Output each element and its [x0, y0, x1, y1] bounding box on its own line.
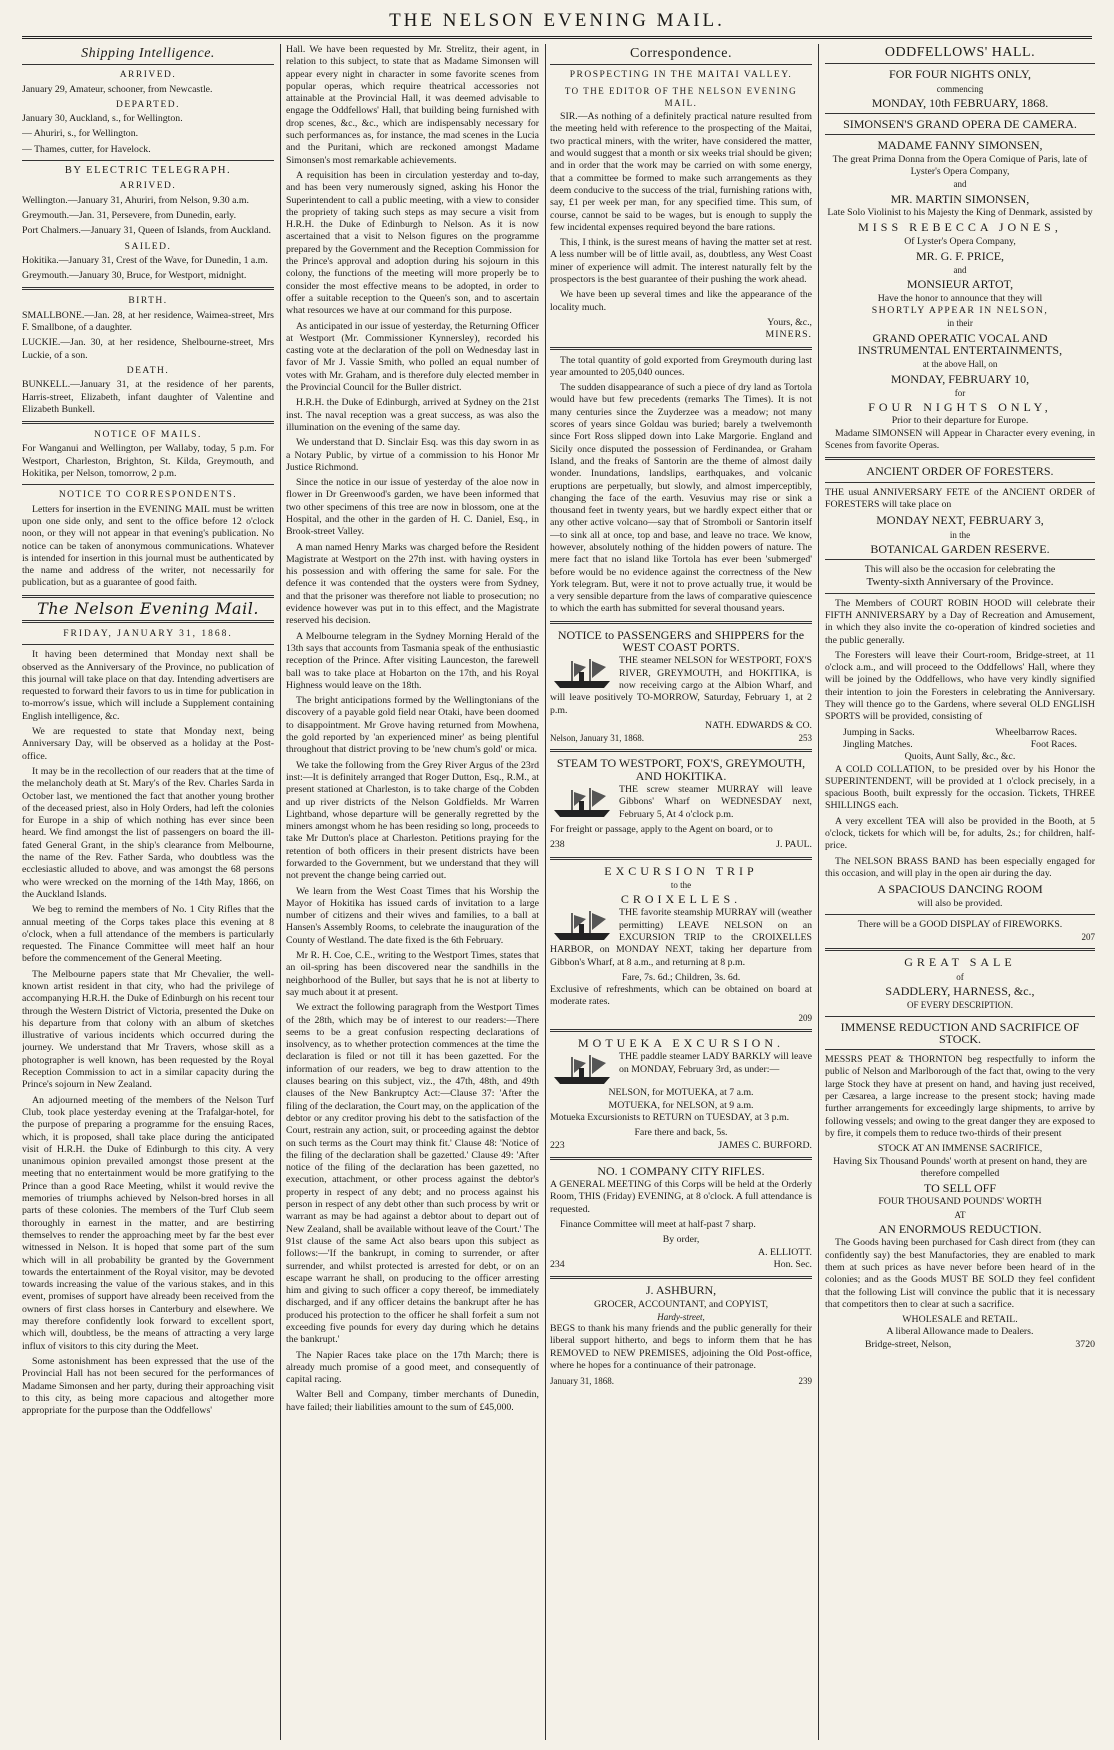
ad-heading: CROIXELLES.	[620, 892, 742, 907]
column-4	[825, 44, 1095, 1740]
article-paragraph: A requisition has been in circulation yesterday and to-day, and has been very numerously signed, asking his Honor the Superintendent to call a public meeting, with a view to consider the propriety of taking such steps as may secure a visit from H.R.H. the Duke of Edinburgh to Nelson. As it is now ascertained that a visit to Nelson figures on the programme prepared by the Government and the Reception Commission for the Prince's approval and adoption during his sojourn in this colony, the functions of the meeting will more properly be to consider the most effective means to be adopted, in order to offer a suitable reception to the Queen's son, and to ascertain what resources we have at our command for this purpose.	[286, 169, 539, 317]
ad-heading: FOR FOUR NIGHTS ONLY,	[889, 67, 1031, 82]
ad-heading: BOTANICAL GARDEN RESERVE.	[870, 541, 1050, 556]
performer-desc: Of Lyster's Opera Company,	[904, 235, 1016, 247]
ad-text: and	[953, 179, 967, 190]
article-paragraph: The Napier Races take place on the 17th March; there is already much promise of a good meet, and consequently of capital racing.	[286, 1349, 539, 1386]
ad-number: 223	[550, 1139, 565, 1151]
divider	[825, 914, 1095, 915]
ad-text: FOUR THOUSAND POUNDS' WORTH	[878, 1196, 1042, 1208]
article-paragraph: It may be in the recollection of our readers that at the time of the melancholy death at St. Mary's of the Rev. Charles Sarda in October last, we mentioned the fact that another young brother of the deceased priest, also in Holy Orders, had left the colonies for Europe in a ship of which nothing has ever since been heard. We find amongst the list of passengers on board the ill-fated General Grant, in the ship's clearance from Melbourne, the name of the Rev. Father Sarda, who doubtless was the ecclesiastic alluded to above, and was amongst the 68 persons who were wrecked on the morning of the 14th May, 1866, on the Auckland Islands.	[22, 765, 274, 900]
article-paragraph: A man named Henry Marks was charged before the Resident Magistrate at Westport on the 27th inst. with having oysters in his possession and with offering the same for sale. For the defence it was contended that the oysters were from Sydney, and that the prisoner was therefore not liable to prosecution; no evidence however was put in to this effect, and the Magistrate reserved his decision.	[286, 541, 539, 627]
issue-date: FRIDAY, JANUARY 31, 1868.	[63, 628, 233, 639]
notice-entry: LUCKIE.—Jan. 30, at her residence, Shelbourne-street, Mrs Luckie, of a son.	[22, 337, 274, 361]
divider	[550, 1276, 812, 1279]
shipping-entry: — Thames, cutter, for Havelock.	[22, 143, 151, 155]
letter-heading: PROSPECTING IN THE MAITAI VALLEY.	[569, 70, 793, 81]
article-paragraph: Walter Bell and Company, timber merchants of Dunedin, have failed; their liabilities amount to the sum of £45,000.	[286, 1389, 539, 1413]
section-head: ARRIVED.	[119, 181, 177, 192]
column-divider	[280, 44, 281, 1740]
ad-text: By order,	[662, 1234, 700, 1246]
ad-text: THE usual ANNIVERSARY FETE of the ANCIENT ORDER of FORESTERS will take place on	[825, 486, 1095, 510]
ad-text: THE favorite steamship MURRAY will (weather permitting) LEAVE NELSON on an EXCURSION TRIP to the CROIXELLES HARBOR, on MONDAY NEXT, taking her departure from Gibbon's Wharf, at 8 a.m., and returning at 8 p.m.	[550, 907, 812, 968]
divider	[22, 160, 274, 161]
ad-heading: MONDAY, 10th FEBRUARY, 1868.	[871, 95, 1049, 110]
ad-number: 253	[798, 733, 812, 744]
ship-icon	[550, 1053, 614, 1087]
article-paragraph: Mr R. H. Coe, C.E., writing to the Westport Times, states that an oil-spring has been discovered near the sandhills in the neighborhood of the Buller, but says that he is not at liberty to say much about it at present.	[286, 950, 539, 998]
column-divider	[818, 44, 819, 1740]
ad-text: THE screw steamer MURRAY will leave Gibbons' Wharf on WEDNESDAY next, February 5, At 4 o'clock p.m.	[619, 784, 812, 820]
ad-text: SHORTLY APPEAR IN NELSON,	[871, 305, 1049, 317]
article-paragraph: It having been determined that Monday next shall be observed as the Anniversary of the Province, no publication of this journal will take place on that day. Intending advertisers are requested to forward their favors to us in time for publication in to-morrow's issue, which will include a Supplement containing English intelligence, &c.	[22, 649, 274, 722]
ad-heading: GRAND OPERATIC VOCAL AND INSTRUMENTAL ENTERTAINMENTS,	[857, 330, 1063, 357]
letter-to: TO THE EDITOR OF THE NELSON EVENING MAIL.	[564, 85, 798, 108]
divider	[550, 1157, 812, 1160]
ad-text: MESSRS PEAT & THORNTON beg respectfully to inform the public of Nelson and Marlborough of the fact that, owing to the very large Stock they have at present on hand, and having just received, per Cæsarea, a large increase to the present stock; having made further arrangements for exceedingly large shipments, to arrive by following vessels; and owing to the great danger they are exposed to by fire, it compels them to reduce two-thirds of their present	[825, 1054, 1095, 1139]
ad-subhead: GROCER, ACCOUNTANT, and COPYIST,	[593, 1298, 769, 1310]
letter-paragraph: SIR.—As nothing of a definitely practical nature resulted from the meeting held with reference to the prospecting of the Maitai, two practical miners, with the writer, have considered the matter, and would suggest that a month or six weeks trial should be given; and in order that the work may be carried on with some energy, that a committee be formed to make such arrangements as they deem conducive to the success of the trial, furnishing rations with, say, £1 per week per man, for any specified time. This sum, of course, cannot be said to be wages, but is enough to supply the few incidental expenses required beyond the bare rations.	[550, 111, 812, 233]
shipping-entry: Wellington.—January 31, Ahuriri, from Nelson, 9.30 a.m.	[22, 194, 249, 206]
performer-name: MADAME FANNY SIMONSEN,	[877, 138, 1043, 153]
ad-heading: ODDFELLOWS' HALL.	[884, 45, 1036, 60]
ad-number: 3720	[1075, 1338, 1095, 1350]
performer-name: MISS REBECCA JONES,	[858, 220, 1062, 235]
shipping-entry: January 29, Amateur, schooner, from Newcastle.	[22, 83, 213, 95]
ad-text: commencing	[936, 83, 984, 94]
ad-text: in their	[947, 318, 973, 329]
ad-text: Madame SIMONSEN will Appear in Character every evening, in Scenes from favorite Operas.	[825, 427, 1095, 452]
article-paragraph: A Melbourne telegram in the Sydney Morning Herald of the 13th says that accounts from Tasmania speak of the enthusiastic reception of the Prince. After visiting Launceston, the farewell ball was to take place at Hobarton on the 17th, and his Royal Highness would leave on the 18th.	[286, 630, 539, 691]
ad-footer: Bridge-street, Nelson,	[865, 1338, 952, 1350]
news-paragraph: The total quantity of gold exported from Greymouth during last year amounted to 205,040 ounces.	[550, 354, 812, 378]
letter-paragraph: We have been up several times and like the appearance of the locality much.	[550, 289, 812, 313]
divider	[550, 1029, 812, 1032]
article-paragraph: We take the following from the Grey River Argus of the 23rd inst:—It is definitely arranged that Roger Dutton, Esq., R.M., at present stationed at Charleston, is to take charge of the Cobden and up river districts of the Nelson Goldfields. Mr Warren Lightband, whose departure will be generally regretted by the miners amongst whom he has been residing so long, proceeds to take Mr Dutton's place at Charleston. Petitions praying for the retention of both officers in their present districts have been forwarded to the Government, but we understand that they will not prevent the change being carried out.	[286, 759, 539, 882]
masthead: THE NELSON EVENING MAIL.	[22, 6, 1092, 39]
section-head: NOTICE OF MAILS.	[94, 430, 202, 441]
ad-text: There will be a GOOD DISPLAY of FIREWORKS.	[857, 918, 1063, 930]
shipping-entry: — Ahuriri, s., for Wellington.	[22, 128, 139, 140]
divider	[550, 64, 812, 65]
ad-footer: Nelson, January 31, 1868.	[550, 733, 644, 744]
sport-item: Jingling Matches.	[843, 738, 913, 750]
ad-footer: January 31, 1868.	[550, 1376, 614, 1387]
ship-icon	[550, 786, 614, 820]
shipping-entry: Port Chalmers.—January 31, Queen of Islands, from Auckland.	[22, 225, 271, 237]
letter-paragraph: This, I think, is the surest means of having the matter set at rest. A less number will be of little avail, as, doubtless, any West Coast miner of experience will admit. The interest naturally felt by the prospectors is the best guarantee of their pushing the work ahead.	[550, 237, 812, 286]
article-paragraph: H.R.H. the Duke of Edinburgh, arrived at Sydney on the 21st inst. The naval reception was a great success, as was also the illumination on the evening of the same day.	[286, 397, 539, 433]
ad-signature: A. ELLIOTT.	[758, 1246, 812, 1258]
correspondence-title: Correspondence.	[630, 46, 732, 61]
ad-text: This will also be the occasion for celebrating the	[864, 564, 1056, 576]
column-divider	[545, 44, 546, 1740]
ad-time: MOTUEKA, for NELSON, at 9 a.m.	[608, 1099, 754, 1111]
ad-text: The Foresters will leave their Court-room, Bridge-street, at 11 o'clock a.m., and will proceed to the Oddfellows' Hall, where they will be joined by the Oddfellows, who have very kindly signified their intention to join the Foresters in celebrating the Anniversary. They will thence go to the Gardens, where several OLD ENGLISH SPORTS will be provided, consisting of	[825, 649, 1095, 723]
performer-name: MR. G. F. PRICE,	[915, 248, 1005, 263]
ad-text: Twenty-sixth Anniversary of the Province.	[866, 576, 1054, 589]
divider	[825, 1049, 1095, 1050]
notice-entry: BUNKELL.—January 31, at the residence of her parents, Harris-street, Elizabeth, infant daughter of Valentine and Elizabeth Bunkell.	[22, 379, 274, 415]
divider	[825, 457, 1095, 460]
article-paragraph: Some astonishment has been expressed that the use of the Provincial Hall has not been secured for the performances of Madame Simonsen and her party, during their approaching visit to this city, as being more capacious and altogether more appropriate for the purpose than the Oddfellows'	[22, 1355, 274, 1417]
sport-item: Jumping in Sacks.	[843, 726, 915, 738]
divider	[825, 134, 1095, 135]
performer-name: MR. MARTIN SIMONSEN,	[890, 191, 1030, 206]
ad-text: A very excellent TEA will also be provided in the Booth, at 5 o'clock, tickets for which will be, for adults, 2s.; for children, half-price.	[825, 815, 1095, 852]
sport-item: Wheelbarrow Races.	[995, 726, 1077, 738]
divider	[825, 559, 1095, 560]
ad-text: for	[954, 387, 966, 398]
ad-text: The Goods having been purchased for Cash direct from (they can confidently say) the best Manufactories, they are enabled to mark them at such prices as have never before been heard of in the colonies; and as the Goods MUST BE SOLD they feel confident that the following List will convince the public that it is necessary that competitors then to clear at such a sacrifice.	[825, 1237, 1095, 1310]
section-head: DEPARTED.	[115, 99, 181, 110]
section-head: DEATH.	[126, 365, 170, 376]
ad-text: will also be provided.	[917, 897, 1003, 909]
ad-fare: Fare there and back, 5s.	[634, 1127, 728, 1139]
correspondents-text: Letters for insertion in the EVENING MAIL must be written upon one side only, and sent to the office before 12 o'clock noon, or they will not appear in that evening's publication. No notice can be taken of anonymous communications. Whatever is intended for insertion in this journal must be authenticated by the name and address of the writer, not necessarily for publication, but as a guarantee of good faith.	[22, 503, 274, 589]
ad-text: OF EVERY DESCRIPTION.	[907, 1000, 1013, 1011]
divider	[825, 1016, 1095, 1017]
ad-heading: FOUR NIGHTS ONLY,	[868, 400, 1052, 415]
ad-heading: SADDLERY, HARNESS, &c.,	[885, 984, 1035, 998]
column-3	[550, 44, 812, 1740]
ad-heading: A SPACIOUS DANCING ROOM	[877, 882, 1043, 897]
ad-text: THE paddle steamer LADY BARKLY will leave on MONDAY, February 3rd, as under:—	[619, 1051, 812, 1075]
ad-text: of	[956, 971, 964, 982]
shipping-entry: Hokitika.—January 31, Crest of the Wave, for Dunedin, 1 a.m.	[22, 254, 268, 266]
ad-heading: AN ENORMOUS REDUCTION.	[878, 1222, 1042, 1237]
column-2	[286, 44, 539, 1740]
divider	[825, 948, 1095, 951]
notice-entry: SMALLBONE.—Jan. 28, at her residence, Waimea-street, Mrs F. Smallbone, of a daughter.	[22, 309, 274, 334]
ad-text: Finance Committee will meet at half-past 7 sharp.	[560, 1219, 756, 1231]
letter-sign: MINERS.	[765, 329, 812, 341]
section-head: BIRTH.	[128, 296, 168, 307]
ship-icon	[550, 909, 614, 943]
article-paragraph: We extract the following paragraph from the Westport Times of the 28th, which may be of interest to our readers:—There seems to be a great confusion respecting declarations of insolvency, as to whether protection commences at the time the declaration is filed or not till it has been gazetted. For the information of our readers, we beg to draw attention to the clauses bearing on this subject, viz., the 47th, 48th, and 49th clauses of the New Bankruptcy Act:—Clause 37: 'After the filing of the declaration, the Court may, on the application of the debtor or any creditor proving his debt to the satisfaction of the Court, restrain any action, suit, or proceeding against the debtor on such terms as the Court may think fit.' Clause 48: 'Notice of the filing of the declaration shall be gazetted.' Clause 49: 'After notice of the filing of the declaration has been gazetted, no execution, attachment, or other process against the debtor's property in respect of any debt; and no process against his person in respect of any debt other than such process by writ or warrant as may be had against a debtor about to depart out of New Zealand, shall be available without leave of the Court.' The 91st clause of the same Act also bears upon this subject as follows:—'If the bankrupt, in coming to surrender, or after surrender, and whilst protected is arrested for debt, or on an escape warrant he shall, on producing to the officer arresting him and giving to such officer a copy thereof, be immediately discharged, and if any officer detains the bankrupt after he has produced his protection to the officer he shall forfeit a sum not exceeding five pounds for every day during which he detains the bankrupt.'	[286, 1002, 539, 1346]
divider	[550, 749, 812, 752]
news-paragraph: The sudden disappearance of such a piece of dry land as Tortola would have but few precedents (remarks The Times). It is not many centuries since the Zuyderzee was a meadow; not many scores of years since Goldau was buried; barely a twelvemonth since Fort Ross slipped down into Lake Margorie. England and Sicily once disputed the possession of Ferdinandea, or Graham Island, and the freaks of Santorin are the theme of almost daily wonder. Inundations, landslips, earthquakes, and volcanic eruptions are perpetually, but slowly, and almost imperceptibly, changing the face of the earth. Vesuvius may rise or sink a thousand feet in twenty years, but we hardly expect either that or any other active volcano—say that of Stromboli or Santorin itself—to sink all at once, top and base, and leave no trace. We know, however, absolutely nothing of the hidden powers of nature. The mere fact that no island like Tortola has ever been 'submerged' before would be no evidence against the correctness of the New York telegram. But, were it not to prove actually true, it would be a very sensible departure from the laws of comparative quiescence to which the earth has submitted for several thousand years.	[550, 382, 812, 615]
ad-text: The NELSON BRASS BAND has been especially engaged for this occasion, and will play in the open air during the day.	[825, 855, 1095, 879]
ad-text: The Members of COURT ROBIN HOOD will celebrate their FIFTH ANNIVERSARY by a Day of Recreation and Amusement, in which they also invite the co-operation of kindred societies and the public generally.	[825, 597, 1095, 646]
ad-text: A liberal Allowance made to Dealers.	[886, 1326, 1034, 1338]
article-paragraph: Hall. We have been requested by Mr. Strelitz, their agent, in relation to this subject, to state that as Madame Simonsen will appear every night in character in some favorite scenes from popular operas, which require theatrical accessories not attainable at the Provincial Hall, it was deemed advisable to engage the Oddfellows' Hall, that building being furnished with drop scenes, &c., &c., which are indispensably necessary for such performances as, for instance, the mad scenes in the Lucia and the Puritani, which are reckoned amongst Madame Simonsen's most remarkable achievements.	[286, 44, 539, 166]
divider	[825, 113, 1095, 114]
ad-signature: Hon. Sec.	[773, 1258, 812, 1270]
ad-heading: ANCIENT ORDER OF FORESTERS.	[866, 464, 1054, 479]
divider	[825, 63, 1095, 64]
ad-text: WHOLESALE and RETAIL.	[902, 1314, 1018, 1326]
ad-heading: NOTICE to PASSENGERS and SHIPPERS for the WEST COAST PORTS.	[557, 627, 805, 655]
performer-desc: The great Prima Donna from the Opera Comique of Paris, late of Lyster's Opera Company,	[832, 153, 1088, 178]
divider	[825, 593, 1095, 594]
ad-text: STOCK AT AN IMMENSE SACRIFICE,	[877, 1143, 1043, 1155]
ad-heading: SIMONSEN'S GRAND OPERA DE CAMERA.	[843, 117, 1077, 132]
ad-signature: J. PAUL.	[776, 839, 812, 851]
ad-heading: NO. 1 COMPANY CITY RIFLES.	[597, 1163, 765, 1178]
shipping-title: Shipping Intelligence.	[81, 46, 215, 61]
ad-text: A COLD COLLATION, to be presided over by his Honor the SUPERINTENDENT, will be provided at 1 o'clock precisely, in a spacious Booth, built expressly for the occasion. Tickets, THREE SHILLINGS each.	[825, 763, 1095, 812]
article-paragraph: An adjourned meeting of the members of the Nelson Turf Club, took place yesterday evening at the Trafalgar-hotel, for the purpose of preparing a programme for the ensuing Races, which, it is proposed, shall take place during the anticipated visit of H.R.H. the Duke of Edinburgh to this city. A very unanimous opinion prevailed amongst those present at the meeting that no entertainment would be more gratifying to the Prince than a good Race Meeting, whilst it would revive the memories of triumphs achieved by Nelson-bred horses in all parts of these colonies. The members of the Turf Club seem thoroughly in earnest in the matter, and are bestirring themselves to render the approaching meet by far the best ever witnessed in Nelson. It is hoped that some part of the sum which will in all probability be granted by the Government towards the entertainment of the Royal visitor, may be devoted towards increasing the value of the various stakes, and in this event, promises of support have already been received from the owners of first class horses in Canterbury and elsewhere. We may therefore confidently look forward to excellent sport, which will, doubtless, be the means of attracting a very large influx of visitors to this city during the Meet.	[22, 1094, 274, 1352]
shipping-entry: January 30, Auckland, s., for Wellington.	[22, 113, 183, 125]
ad-text: Have the honor to announce that they will	[877, 292, 1043, 304]
divider	[825, 482, 1095, 483]
ad-text: BEGS to thank his many friends and the public generally for their liberal support hitherto, and begs to inform them that he has REMOVED to NEW PREMISES, adjoining the Old Post-office, where he hopes for a continuance of their patronage.	[550, 1323, 812, 1372]
article-paragraph: We are requested to state that Monday next, being Anniversary Day, will be observed as a holiday at the Post-office.	[22, 726, 274, 762]
ad-heading: EXCURSION TRIP	[604, 863, 758, 878]
ad-number: 207	[1081, 932, 1095, 943]
paper-title: The Nelson Evening Mail.	[37, 598, 259, 618]
divider	[22, 287, 274, 290]
letter-sign: Yours, &c.,	[767, 316, 812, 328]
mails-text: For Wanganui and Wellington, per Wallaby, today, 5 p.m. For Westport, Charleston, Brighton, St. Kilda, Greymouth, and Hokitika, per Nelson, tomorrow, 2 p.m.	[22, 443, 274, 480]
column-1	[22, 44, 274, 1740]
article-paragraph: We learn from the West Coast Times that his Worship the Mayor of Hokitika has issued cards of invitation to a large number of citizens and their wives and families, to a ball at Hansen's Assembly Rooms, to celebrate the inauguration of the County of Westland. The date fixed is the 6th February.	[286, 885, 539, 946]
ad-heading: IMMENSE REDUCTION AND SACRIFICE OF STOCK.	[840, 1019, 1080, 1046]
performer-name: MONSIEUR ARTOT,	[906, 277, 1014, 292]
ad-heading: MONDAY, FEBRUARY 10,	[890, 371, 1030, 386]
divider	[22, 595, 274, 598]
ad-heading: MONDAY NEXT, FEBRUARY 3,	[876, 513, 1044, 528]
ad-heading: GREAT SALE	[904, 955, 1016, 970]
divider	[22, 644, 274, 645]
ship-icon	[550, 657, 614, 691]
ad-text: and	[953, 265, 967, 276]
divider	[550, 347, 812, 350]
divider	[22, 484, 274, 485]
ad-text: Having Six Thousand Pounds' worth at present on hand, they are therefore compelled	[833, 1155, 1087, 1179]
divider	[22, 421, 274, 424]
article-paragraph: Since the notice in our issue of yesterday of the aloe now in flower in Dr Greenwood's garden, we have been informed that two other specimens of this tree are now in blossom, one at the Hospital, and the other in the garden of H. C. Daniel, Esq., in Brook-street Valley.	[286, 477, 539, 538]
ad-heading: TO SELL OFF	[923, 1181, 996, 1196]
ad-text: Motueka Excursionists to RETURN on TUESDAY, at 3 p.m.	[550, 1111, 790, 1123]
ad-number: 234	[550, 1258, 565, 1270]
performer-desc: Late Solo Violinist to his Majesty the King of Denmark, assisted by	[827, 206, 1093, 218]
ad-signature: NATH. EDWARDS & CO.	[705, 719, 812, 731]
article-paragraph: As anticipated in our issue of yesterday, the Returning Officer at Westport (Mr. Commissioner Kynnersley), recorded his casting vote at the declaration of the poll on Wednesday last in favor of Mr J. Vassie Smith, who polled an equal number of votes with Mr. Graham, and is therefore duly elected member in the Provincial Council for the Buller district.	[286, 320, 539, 394]
divider	[550, 857, 812, 860]
shipping-entry: Greymouth.—January 30, Bruce, for Westport, midnight.	[22, 270, 247, 282]
ad-number: 238	[550, 839, 565, 851]
article-paragraph: The bright anticipations formed by the Wellingtonians of the discovery of a payable gold field near Otaki, have been doomed to disappointment. Mr Grove having returned from Mowhena, the gold reported by 'an experienced miner' as being plentiful throughout that district proving to be 'new chum's gold' or mica.	[286, 695, 539, 756]
ad-text: Prior to their departure for Europe.	[891, 415, 1029, 427]
section-head: SAILED.	[124, 241, 172, 252]
divider	[550, 621, 812, 624]
ad-text: For freight or passage, apply to the Agent on board, or to	[550, 823, 773, 835]
article-paragraph: We beg to remind the members of No. 1 City Rifles that the annual meeting of the Corps takes place this evening at 8 o'clock, when a full attendance of the members is particularly requested. The Finance Committee will meet half an hour before the commencement of the General Meeting.	[22, 904, 274, 965]
ad-signature: JAMES C. BURFORD.	[718, 1139, 812, 1151]
section-head: ARRIVED.	[119, 70, 177, 81]
ad-subhead: to the	[670, 879, 692, 890]
section-head: BY ELECTRIC TELEGRAPH.	[64, 165, 232, 177]
ad-number: 239	[798, 1376, 812, 1387]
ad-text: at the above Hall, on	[922, 359, 998, 370]
ad-text: in the	[949, 529, 971, 540]
shipping-entry: Greymouth.—Jan. 31, Persevere, from Dunedin, early.	[22, 209, 237, 221]
ad-text: AT	[954, 1209, 966, 1220]
ad-fare: Fare, 7s. 6d.; Children, 3s. 6d.	[621, 971, 741, 983]
article-paragraph: We understand that D. Sinclair Esq. was this day sworn in as a Notary Public, by virtue of a commission to his Honor Mr Justice Richmond.	[286, 437, 539, 473]
ad-heading: J. ASHBURN,	[645, 1283, 717, 1298]
ad-heading: STEAM TO WESTPORT, FOX'S, GREYMOUTH, AND HOKITIKA.	[556, 756, 806, 783]
divider	[22, 64, 274, 65]
ad-text: A GENERAL MEETING of this Corps will be held at the Orderly Room, THIS (Friday) EVENING, at 8 o'clock. A full attendance is requested.	[550, 1179, 812, 1215]
divider	[22, 620, 274, 623]
article-paragraph: The Melbourne papers state that Mr Chevalier, the well-known artist resident in that city, who had the privilege of accompanying H.R.H. the Duke of Edinburgh on his recent tour through the Western District of Victoria, presented the Duke on his departure from that colony with an album of sketches illustrative of various incidents which occurred during the journey. We understand that Mr Travers, whose skill as a photographer is well known, has been requested by the Royal Reception Commission to act in a similar capacity during the Prince's sojourn in New Zealand.	[22, 968, 274, 1091]
ad-text: Exclusive of refreshments, which can be obtained on board at moderate rates.	[550, 984, 812, 1008]
ad-heading: MOTUEKA EXCURSION.	[577, 1036, 784, 1051]
ad-text: THE steamer NELSON for WESTPORT, FOX'S RIVER, GREYMOUTH, and HOKITIKA, is now receiving cargo at the Albion Wharf, and will leave positively TO-MORROW, Saturday, February 1, at 2 p.m.	[550, 655, 812, 716]
ad-number: 209	[798, 1012, 812, 1023]
ad-time: NELSON, for MOTUEKA, at 7 a.m.	[608, 1087, 754, 1099]
ad-subhead: Hardy-street,	[657, 1311, 705, 1322]
sport-item: Quoits, Aunt Sally, &c., &c.	[904, 751, 1016, 763]
section-head: NOTICE TO CORRESPONDENTS.	[58, 490, 238, 501]
sport-item: Foot Races.	[1030, 738, 1077, 750]
